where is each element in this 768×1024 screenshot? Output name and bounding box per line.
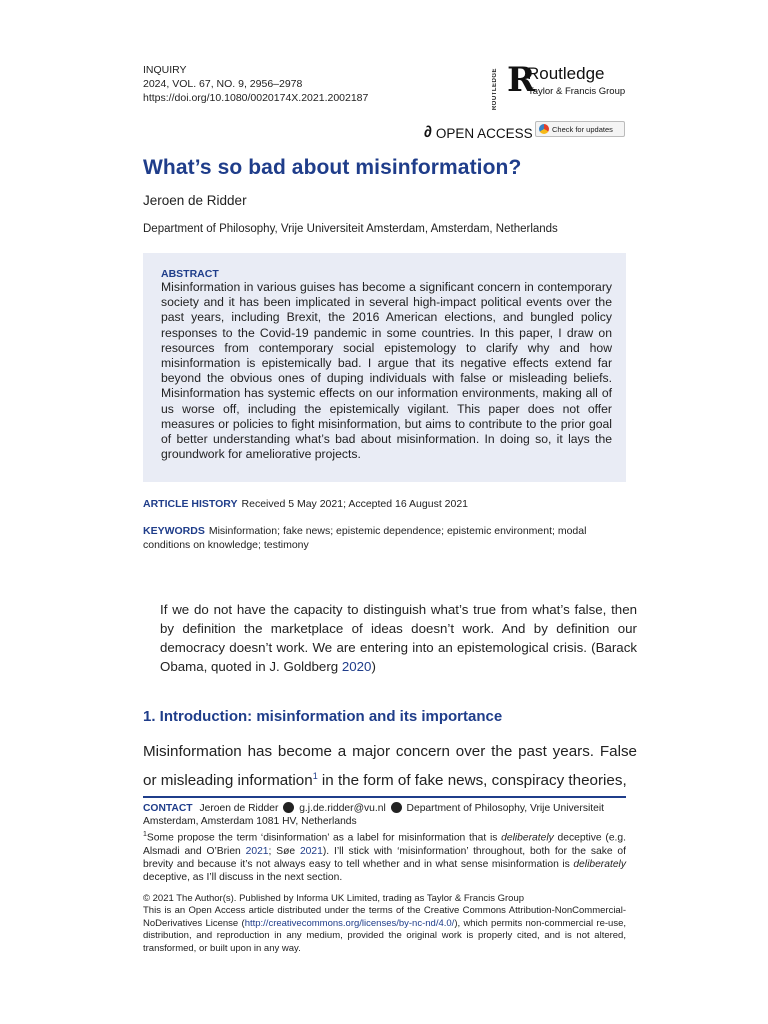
check-for-updates-label: Check for updates: [552, 124, 613, 134]
quote-citation-link[interactable]: 2020: [341, 659, 372, 674]
open-lock-icon: ∂: [424, 124, 432, 141]
routledge-r-icon: R: [507, 60, 536, 100]
keywords-label: KEYWORDS: [143, 525, 205, 537]
publisher-name: Routledge: [527, 64, 605, 83]
contact-address: Department of Philosophy, Vrije Universiteit Amsterdam, Amsterdam 1081 HV, Netherlands: [143, 803, 604, 827]
publisher-sub: Taylor & Francis Group: [528, 86, 626, 97]
body-text-2: in the form of fake news, conspiracy theories,: [317, 772, 627, 790]
open-access-label: OPEN ACCESS: [435, 125, 533, 141]
footnote-text: deceptive, as I’ll discuss in the next section.: [143, 872, 343, 884]
contact-block: [143, 802, 626, 828]
copyright-line: © 2021 The Author(s). Published by Informa UK Limited, trading as Taylor & Francis Group: [143, 893, 525, 904]
routledge-logo: [492, 60, 630, 111]
footnote-citation-link[interactable]: 2021: [299, 845, 323, 857]
license-text-part: ), which permits non-commercial re-use, distribution, and reproduction in any medium, provided the original work is properly cited, and is not altered, transformed, or built upon in any way.: [143, 917, 626, 954]
footnote-divider: [143, 796, 626, 798]
body-text-1: Misinformation has become a major concern over the past years. False or misleading information: [143, 743, 637, 790]
license-link[interactable]: http://creativecommons.org/licenses/by-nc-nd/4.0/: [244, 917, 455, 929]
copyright-notice: [143, 893, 626, 955]
body-paragraph: [143, 740, 637, 793]
footnote-citation-link[interactable]: 2021: [245, 845, 269, 857]
logo-vertical-text: ROUTLEDGE: [492, 68, 498, 111]
footnote-emphasis: deliberately: [573, 858, 626, 870]
article-title: What’s so bad about misinformation?: [143, 156, 522, 179]
article-history: [143, 498, 468, 510]
license-text: [143, 905, 626, 955]
quote-text: If we do not have the capacity to distinguish what’s true from what’s false, then by definition the marketplace of ideas doesn’t work. And by definition our democracy doesn’t work. We are entering into an epistemological crisis. (Barack Obama, quoted in J. Goldberg: [160, 602, 637, 674]
journal-name: INQUIRY: [143, 64, 187, 76]
footnote-number: 1: [143, 831, 147, 838]
footnote-emphasis: deliberately: [501, 832, 554, 844]
keywords: [143, 524, 626, 552]
author-name: Jeroen de Ridder: [143, 193, 247, 208]
address-icon: [391, 802, 402, 813]
section-heading: 1. Introduction: misinformation and its importance: [143, 708, 503, 725]
quote-close: ): [371, 659, 376, 674]
open-access-badge: [424, 124, 533, 142]
journal-doi[interactable]: https://doi.org/10.1080/0020174X.2021.2002187: [143, 92, 369, 104]
affiliation: Department of Philosophy, Vrije Universiteit Amsterdam, Amsterdam, Netherlands: [143, 223, 558, 235]
footnote-text: deceptive (e.g. Alsmadi and O’Brien: [143, 832, 626, 857]
history-label: ARTICLE HISTORY: [143, 498, 238, 510]
keywords-text: Misinformation; fake news; epistemic dependence; epistemic environment; modal conditions on knowledge; testimony: [143, 525, 587, 551]
email-icon: [283, 802, 294, 813]
abstract-heading: ABSTRACT: [161, 268, 219, 280]
history-text: Received 5 May 2021; Accepted 16 August 2021: [241, 498, 469, 510]
epigraph-quote: [160, 600, 637, 676]
check-for-updates-button[interactable]: [535, 121, 625, 137]
footnote-text: Some propose the term ‘disinformation’ as a label for misinformation that is: [146, 832, 502, 844]
contact-name: Jeroen de Ridder: [199, 803, 279, 814]
journal-info: [143, 63, 368, 105]
footnote-text: ). I’ll stick with ‘misinformation’ throughout, both for the sake of brevity and because it’s not always easy to tell whether and in what sense misinformation is: [143, 845, 626, 870]
license-text-part: This is an Open Access article distributed under the terms of the Creative Commons Attribution-NonCommercial-NoDerivatives License (: [143, 905, 626, 929]
footnote-1: [143, 828, 626, 884]
crossmark-icon: [539, 124, 549, 134]
footnote-text: ; Søe: [268, 845, 300, 857]
contact-email[interactable]: g.j.de.ridder@vu.nl: [299, 803, 386, 814]
footnote-ref[interactable]: 1: [312, 771, 318, 781]
abstract-text: Misinformation in various guises has become a significant concern in contemporary society and it has been implicated in several high-impact political events over the past years, including Brexit, the 2016 American elections, and bungled policy responses to the Covid-19 pandemic in some countries. In this paper, I draw on resources from contemporary social epistemology to clarify why and how misinformation is epistemically bad. I argue that its negative effects extend far beyond the obvious ones of duping individuals with false or misleading beliefs. Misinformation has systemic effects on our information environments, making all of us worse off, including the epistemically vigilant. This paper does not offer measures or policies to fight misinformation, but aims to contribute to the prior goal of better understanding what’s bad about misinformation. In doing so, it lays the groundwork for ameliorative projects.: [161, 280, 612, 462]
journal-volume: 2024, VOL. 67, NO. 9, 2956–2978: [143, 78, 303, 90]
contact-label: CONTACT: [143, 803, 193, 814]
